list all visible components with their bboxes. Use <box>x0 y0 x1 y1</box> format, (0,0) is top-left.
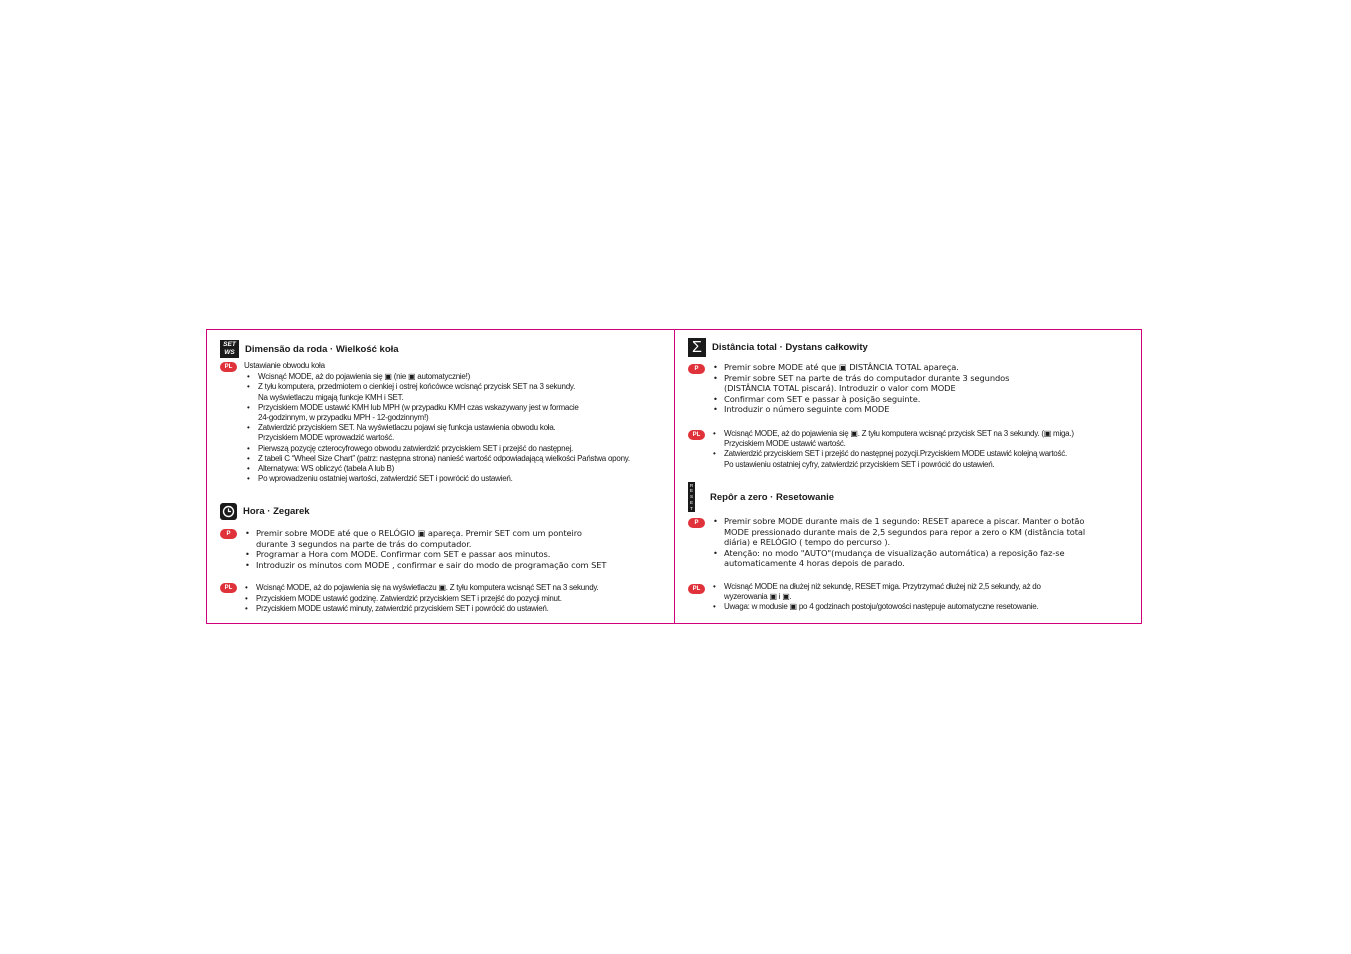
list-item: • Introduzir o número seguinte com MODE <box>710 404 1133 415</box>
list-item: • Programar a Hora com MODE. Confirmar com SET e passar aos minutos. <box>242 549 670 560</box>
total-pt-block <box>688 362 1133 415</box>
list-item: • Premir sobre MODE durante mais de 1 segundo: RESET aparece a piscar. Manter o botão MODE pressionado durante mais de 2,5 segundos para repor a zero o KM (distância total diária) e RELÓGIO ( tempo do percurso ). <box>710 516 1133 548</box>
list-item: • Zatwierdzić przyciskiem SET. Na wyświetlaczu pojawi się funkcja ustawienia obwodu koła. Przyciskiem MODE wprowadzić wartość. <box>244 423 670 443</box>
lang-badge-pt: P <box>688 518 705 528</box>
sigma-icon: Σ <box>688 338 706 357</box>
lang-badge-pt: P <box>688 364 705 374</box>
list-item: • Wcisnąć MODE, aż do pojawienia się ▣. Z tyłu komputera wcisnąć przycisk SET na 3 sekundy. (▣ miga.) Przyciskiem MODE ustawić wartość. <box>710 429 1133 449</box>
title-pl: Dystans całkowity <box>785 342 868 353</box>
reset-pl-list <box>688 582 1133 613</box>
list-item: • Premir sobre SET na parte de trás do computador durante 3 segundos (DISTÂNCIA TOTAL piscará). Introduzir o valor com MODE <box>710 373 1133 394</box>
list-item: • Wcisnąć MODE, aż do pojawienia się na wyświetlaczu ▣. Z tyłu komputera wcisnąć SET na 3 sekundy. <box>242 583 670 593</box>
list-item: • Pierwszą pozycję czterocyfrowego obwodu zatwierdzić przyciskiem SET i przejść do następnej. <box>244 444 670 454</box>
lang-badge-pl: PL <box>220 362 237 372</box>
list-item: • Confirmar com SET e passar à posição seguinte. <box>710 394 1133 405</box>
wheel-pl-list <box>244 372 670 484</box>
column-divider <box>674 329 675 624</box>
wheel-pl-intro: Ustawianie obwodu koła <box>244 361 325 370</box>
title-pt: Distância total <box>712 342 777 353</box>
reset-pt-list <box>688 516 1133 569</box>
list-item: • Przyciskiem MODE ustawić godzinę. Zatwierdzić przyciskiem SET i przejść do pozycji minut. <box>242 594 670 604</box>
clock-pt-list <box>220 528 670 570</box>
total-distance-heading: Σ Distância total · Dystans całkowity <box>688 338 1133 357</box>
wheel-size-section <box>220 340 670 484</box>
list-item: • Z tyłu komputera, przedmiotem o cienkiej i ostrej końcówce wcisnąć przycisk SET na 3 sekundy. Na wyświetlaczu migają funkcje KMH i SET. <box>244 382 670 402</box>
list-item: • Przyciskiem MODE ustawić minuty, zatwierdzić przyciskiem SET i powrócić do ustawień. <box>242 604 670 614</box>
reset-section <box>688 482 1133 613</box>
total-pl-block <box>688 429 1133 470</box>
list-item: • Po wprowadzeniu ostatniej wartości, zatwierdzić SET i powrócić do ustawień. <box>244 474 670 484</box>
list-item: • Wcisnąć MODE na dłużej niż sekundę, RESET miga. Przytrzymać dłużej niż 2,5 sekundy, aż do wyzerowania ▣ i ▣. <box>710 582 1133 602</box>
reset-pt-block <box>688 516 1133 569</box>
total-distance-section <box>688 338 1133 470</box>
title-pt: Dimensão da roda <box>245 343 328 355</box>
total-pl-list <box>688 429 1133 470</box>
reset-icon: R E S E T <box>689 482 694 511</box>
list-item: • Atenção: no modo "AUTO"(mudança de visualização automática) a reposição faz-se automaticamente 4 horas depois de parado. <box>710 548 1133 569</box>
list-item: • Przyciskiem MODE ustawić KMH lub MPH (w przypadku KMH czas wskazywany jest w formacie 24-godzinnym, w przypadku MPH - 12-godzinnym!) <box>244 403 670 423</box>
list-item: • Alternatywa: WS obliczyć (tabela A lub B) <box>244 464 670 474</box>
list-item: • Z tabeli C “Wheel Size Chart” (patrz: następna strona) nanieść wartość odpowiadającą wielkości Państwa opony. <box>244 454 670 464</box>
reset-heading: R E S E T Repôr a zero · Resetowanie <box>689 482 835 511</box>
reset-pl-block <box>688 582 1133 613</box>
lang-badge-pl: PL <box>688 584 705 594</box>
list-item: • Uwaga: w modusie ▣ po 4 godzinach postoju/gotowości następuje automatyczne resetowanie. <box>710 602 1133 612</box>
title-pl: Resetowanie <box>776 491 835 503</box>
title-pt: Hora <box>243 506 265 517</box>
clock-section <box>220 503 670 614</box>
list-item: • Zatwierdzić przyciskiem SET i przejść do następnej pozycji.Przyciskiem MODE ustawić kolejną wartość. Po ustawieniu ostatniej cyfry, zatwierdzić przyciskiem SET i powrócić do ustawień. <box>710 449 1133 469</box>
title-pt: Repôr a zero <box>710 491 768 503</box>
wheel-pl-block <box>220 361 670 484</box>
lang-badge-pt: P <box>220 529 237 539</box>
clock-icon <box>220 503 237 520</box>
list-item: • Premir sobre MODE até que o RELÓGIO ▣ apareça. Premir SET com um ponteiro durante 3 segundos na parte de trás do computador. <box>242 528 670 549</box>
wheel-size-heading: SET WS Dimensão da roda · Wielkość koła <box>220 340 670 358</box>
clock-pt-block <box>220 528 670 570</box>
clock-pl-block <box>220 583 670 614</box>
title-pl: Zegarek <box>273 506 310 517</box>
lang-badge-pl: PL <box>220 583 237 593</box>
set-ws-icon: SET WS <box>220 340 239 358</box>
clock-heading: Hora · Zegarek <box>220 503 670 520</box>
list-item: • Introduzir os minutos com MODE , confirmar e sair do modo de programação com SET <box>242 560 670 571</box>
total-pt-list <box>688 362 1133 415</box>
title-pl: Wielkość koła <box>335 343 399 355</box>
lang-badge-pl: PL <box>688 430 705 440</box>
clock-pl-list <box>220 583 670 614</box>
list-item: • Premir sobre MODE até que ▣ DISTÂNCIA TOTAL apareça. <box>710 362 1133 373</box>
list-item: • Wcisnąć MODE, aż do pojawienia się ▣ (nie ▣ automatycznie!) <box>244 372 670 382</box>
